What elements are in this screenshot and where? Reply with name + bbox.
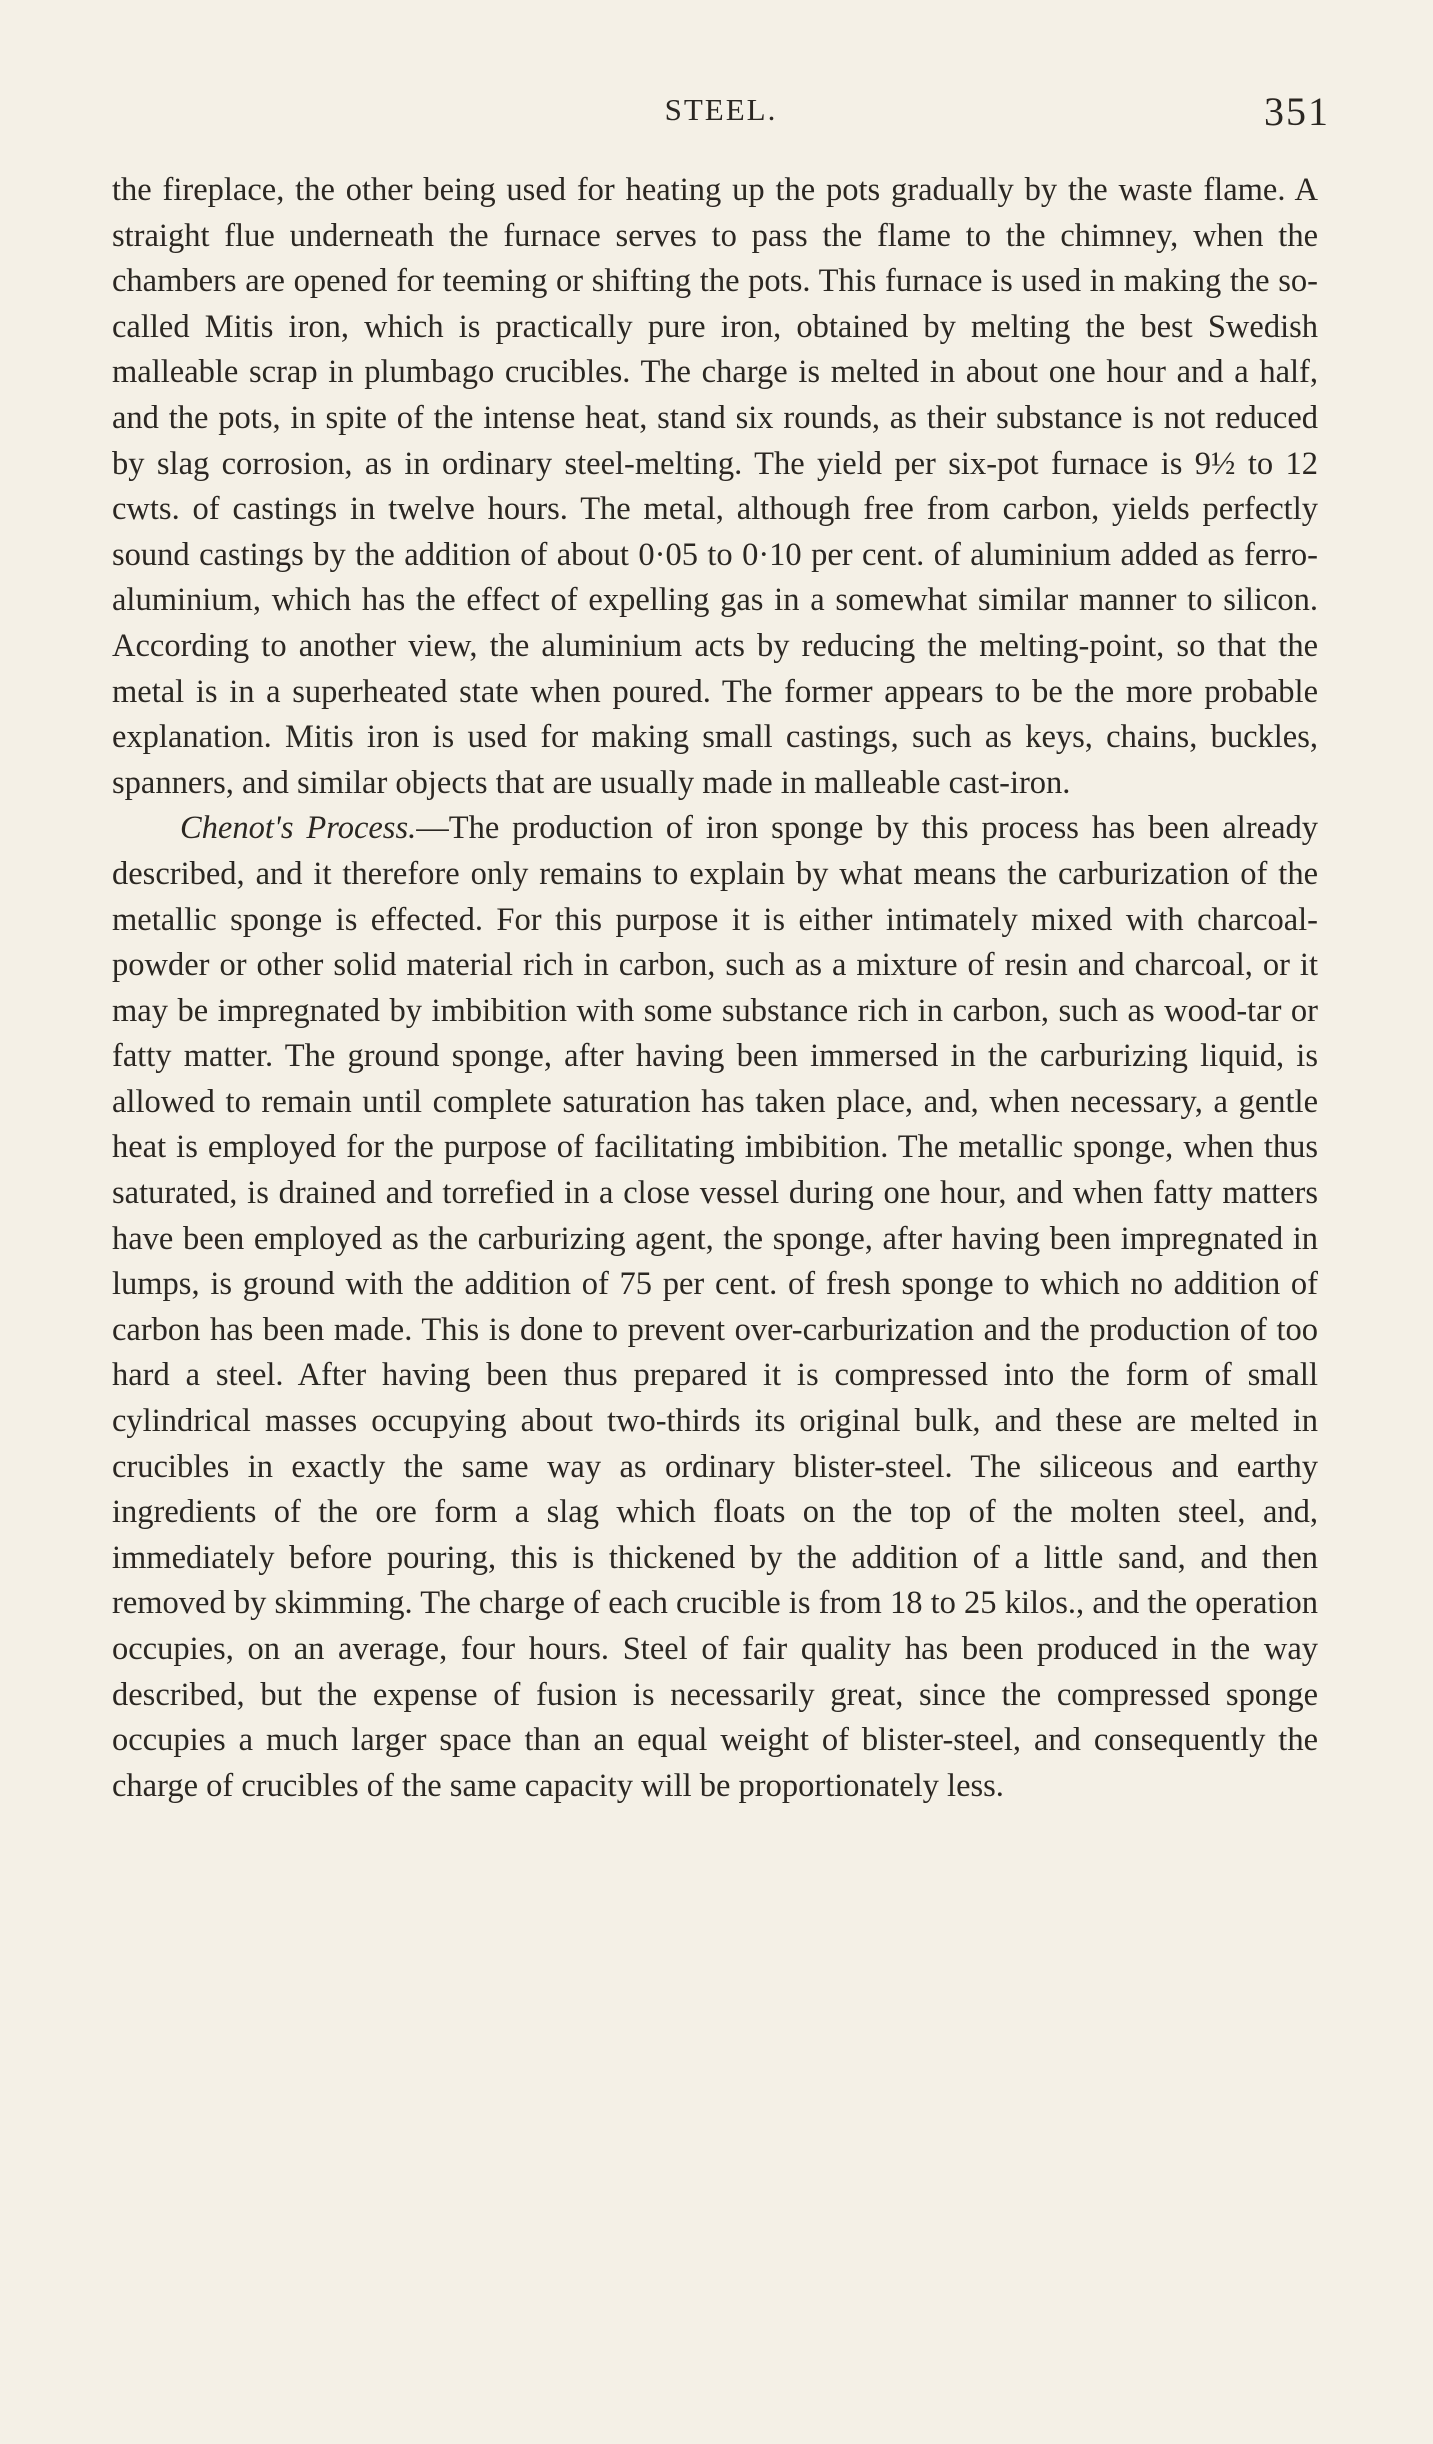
page-header [112,89,1330,142]
running-head: STEEL. [664,92,778,127]
paragraph-mitis-iron: the fireplace, the other being used for heating up the pots gradually by the waste flame. A straight flue underneath the furnace serves to pass the flame to the chimney, when the chambers are opened for teeming or shifting the pots. This furnace is used in making the so-called Mitis iron, which is practically pure iron, obtained by melting the best Swedish malleable scrap in plumbago crucibles. The charge is melted in about one hour and a half, and the pots, in spite of the intense heat, stand six rounds, as their substance is not reduced by slag corrosion, as in ordinary steel-melting. The yield per six-pot furnace is 9½ to 12 cwts. of castings in twelve hours. The metal, although free from carbon, yields perfectly sound castings by the addition of about 0·05 to 0·10 per cent. of aluminium added as ferro-aluminium, which has the effect of expelling gas in a somewhat similar manner to silicon. According to another view, the aluminium acts by reducing the melting-point, so that the metal is in a superheated state when poured. The former appears to be the more probable explanation. Mitis iron is used for making small castings, such as keys, chains, buckles, spanners, and similar objects that are usually made in malleable cast-iron. [112,172,1318,801]
body-text [112,168,1318,1809]
paragraph-chenots-process [112,806,1318,1809]
section-heading-chenots-process: Chenot's Process. [180,810,417,847]
page-number: 351 [1264,89,1330,134]
paragraph-chenots-process-text: —The production of iron sponge by this process has been already described, and it therefore only remains to explain by what means the carburization of the metallic sponge is effected. For this purpose it is either intimately mixed with charcoal-powder or other solid material rich in carbon, such as a mixture of resin and charcoal, or it may be impregnated by imbibition with some substance rich in carbon, such as wood-tar or fatty matter. The ground sponge, after having been immersed in the carburizing liquid, is allowed to remain until complete saturation has taken place, and, when necessary, a gentle heat is employed for the purpose of facilitating imbibition. The metallic sponge, when thus saturated, is drained and torrefied in a close vessel during one hour, and when fatty matters have been employed as the carburizing agent, the sponge, after having been impregnated in lumps, is ground with the addition of 75 per cent. of fresh sponge to which no addition of carbon has been made. This is done to prevent over-carburization and the production of too hard a steel. After having been thus prepared it is compressed into the form of small cylindrical masses occupying about two-thirds its original bulk, and these are melted in crucibles in exactly the same way as ordinary blister-steel. The siliceous and earthy ingredients of the ore form a slag which floats on the top of the molten steel, and, immediately before pouring, this is thickened by the addition of a little sand, and then removed by skimming. The charge of each crucible is from 18 to 25 kilos., and the operation occupies, on an average, four hours. Steel of fair quality has been produced in the way described, but the expense of fusion is necessarily great, since the compressed sponge occupies a much larger space than an equal weight of blister-steel, and consequently the charge of crucibles of the same capacity will be proportionately less. [112,810,1318,1804]
